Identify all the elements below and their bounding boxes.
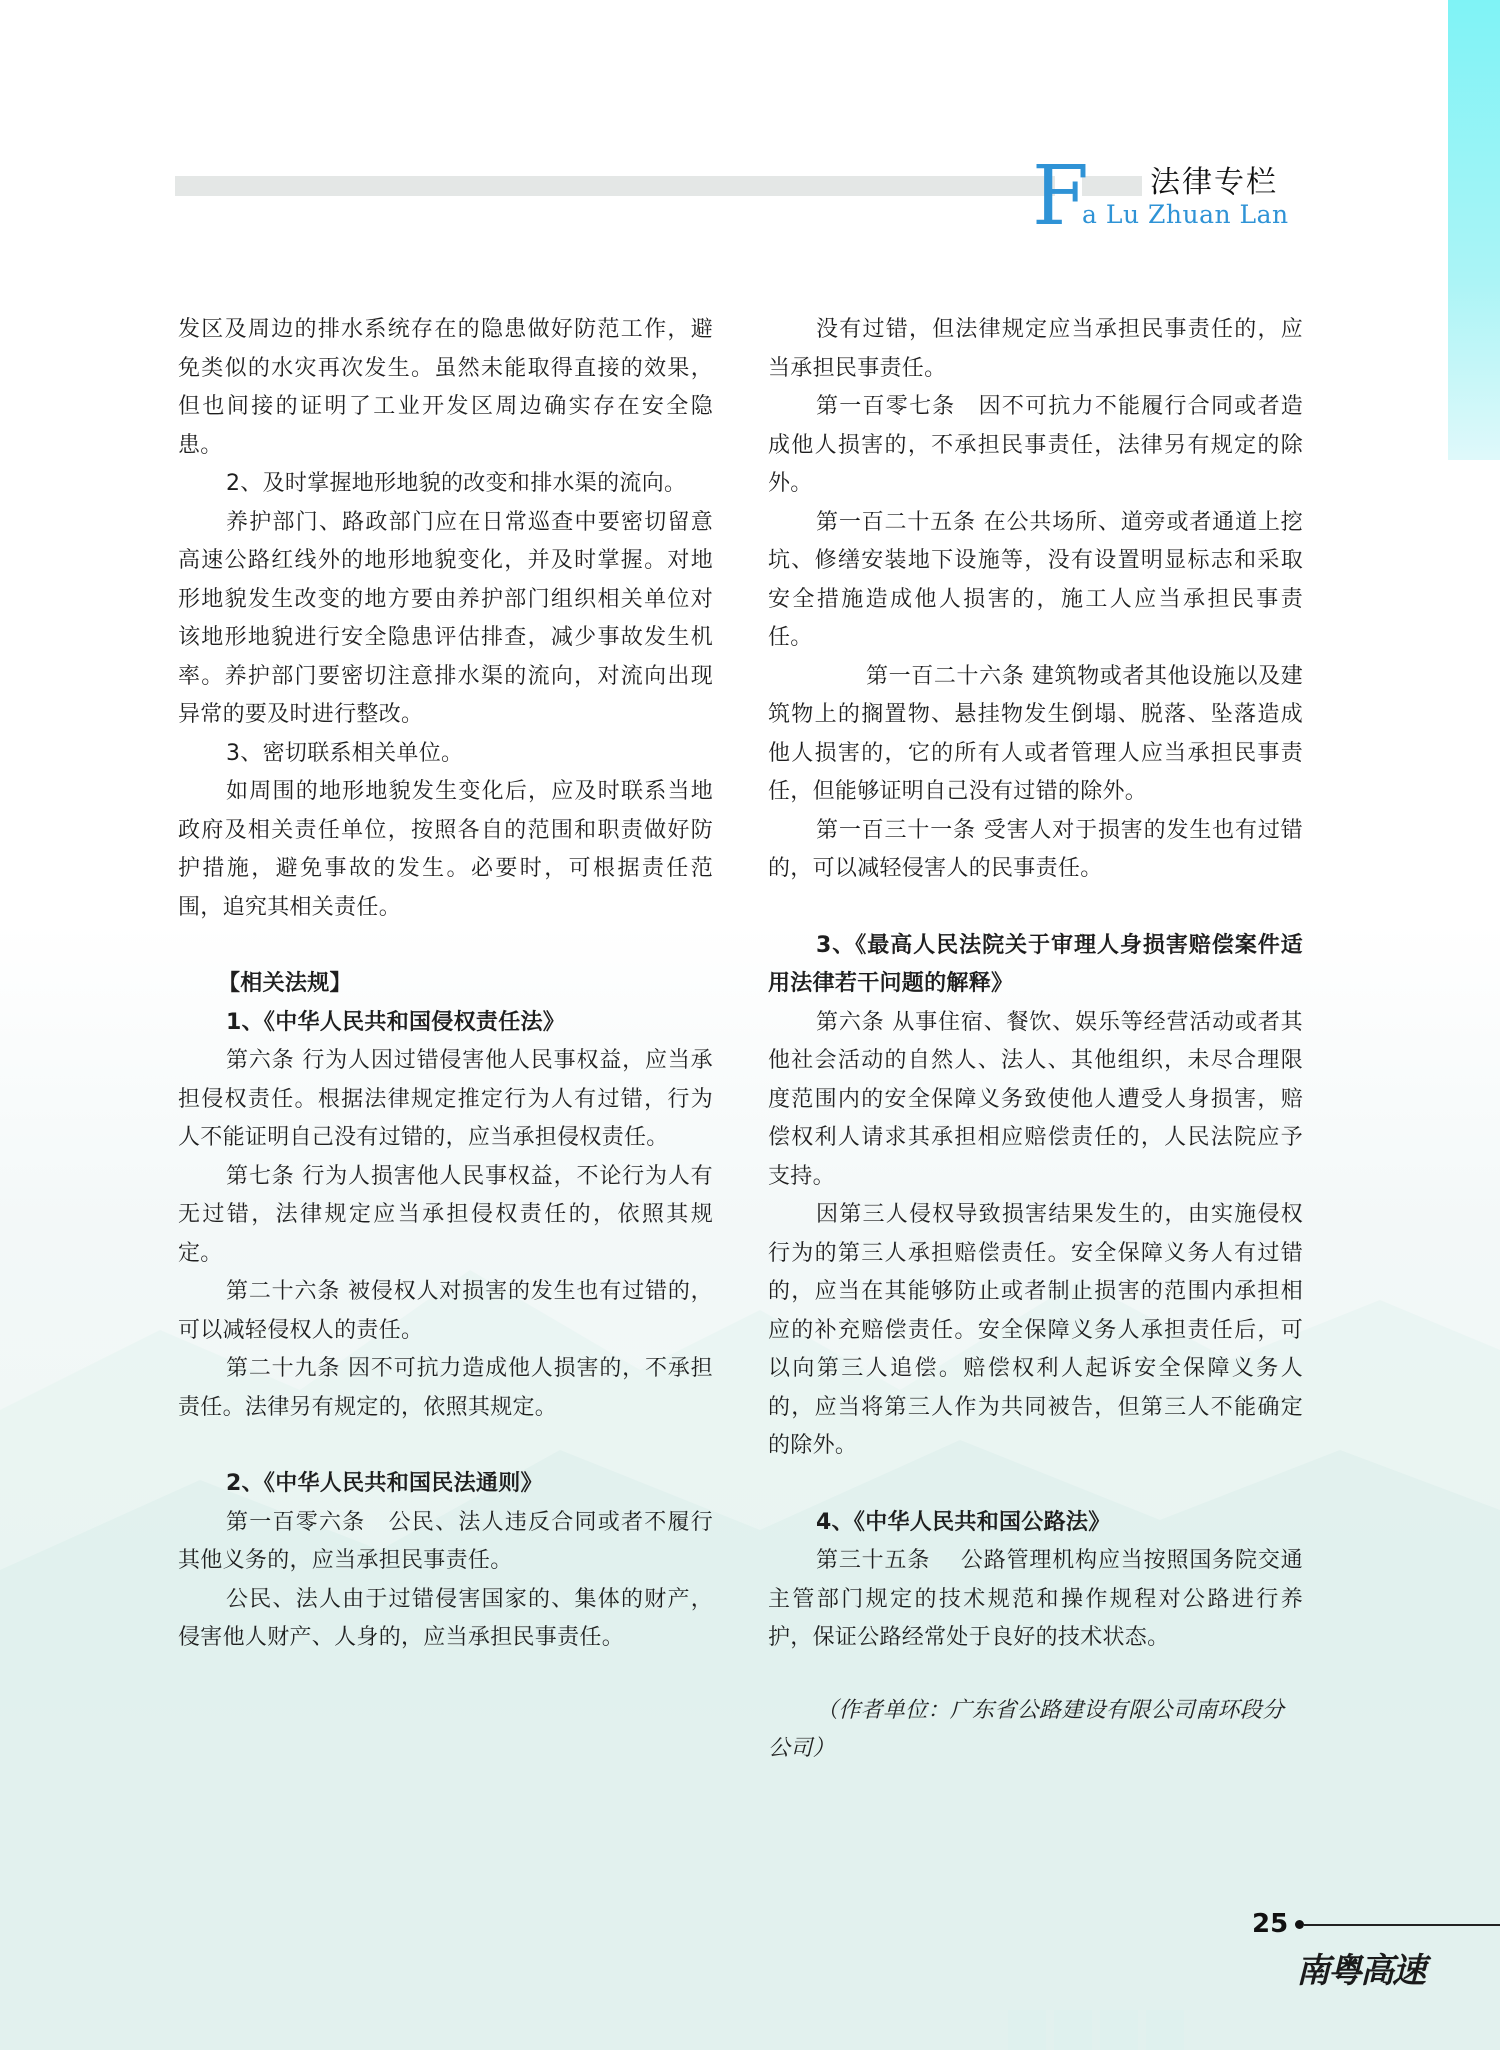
law-article: 第一百二十五条 在公共场所、道旁或者通道上挖坑、修缮安装地下设施等，没有设置明显标志和采取安全措施造成他人损害的，施工人应当承担民事责任。: [768, 509, 1303, 650]
spacer: [178, 1427, 713, 1465]
subheading: 3、密切联系相关单位。: [226, 740, 464, 766]
author-affiliation: （作者单位：广东省公路建设有限公司南环段分公司）: [768, 1697, 1285, 1761]
header-rule: [175, 176, 1055, 196]
law-title: 4、《中华人民共和国公路法》: [816, 1509, 1111, 1535]
spacer: [178, 927, 713, 965]
law-title: 1、《中华人民共和国侵权责任法》: [226, 1009, 566, 1035]
regulations-heading: 【相关法规】: [218, 971, 352, 996]
law-article: 第一百三十一条 受害人对于损害的发生也有过错的，可以减轻侵害人的民事责任。: [768, 817, 1303, 881]
law-article: 第二十九条 因不可抗力造成他人损害的，不承担责任。法律另有规定的，依照其规定。: [178, 1356, 713, 1420]
magazine-logo: 南粤高速: [1296, 1951, 1424, 1991]
page-dot: [1295, 1920, 1304, 1929]
law-title: 2、《中华人民共和国民法通则》: [226, 1471, 543, 1496]
law-article: 第三十五条 公路管理机构应当按照国务院交通主管部门规定的技术规范和操作规程对公路进行养护，保证公路经常处于良好的技术状态。: [768, 1548, 1303, 1650]
page-number: 25: [1252, 1909, 1289, 1939]
law-article: 第六条 行为人因过错侵害他人民事权益，应当承担侵权责任。根据法律规定推定行为人有过错，行为人不能证明自己没有过错的，应当承担侵权责任。: [178, 1048, 713, 1150]
footer-rule: [1304, 1924, 1500, 1926]
paragraph: 没有过错，但法律规定应当承担民事责任的，应当承担民事责任。: [768, 317, 1303, 381]
paragraph: 如周围的地形地貌发生变化后，应及时联系当地政府及相关责任单位，按照各自的范围和职责做好防护措施，避免事故的发生。必要时，可根据责任范围，追究其相关责任。: [178, 779, 713, 920]
paragraph: 养护部门、路政部门应在日常巡查中要密切留意高速公路红线外的地形地貌变化，并及时掌握。对地形地貌发生改变的地方要由养护部门组织相关单位对该地形地貌进行安全隐患评估排查，减少事故发生机率。养护部门要密切注意排水渠的流向，对流向出现异常的要及时进行整改。: [178, 509, 713, 727]
decor-tile: [1100, 2010, 1138, 2050]
spacer: [768, 1658, 1303, 1692]
law-article: 公民、法人由于过错侵害国家的、集体的财产，侵害他人财产、人身的，应当承担民事责任。: [178, 1586, 713, 1650]
law-title: 3、《最高人民法院关于审理人身损害赔偿案件适用法律若干问题的解释》: [768, 932, 1303, 996]
law-article: 第六条 从事住宿、餐饮、娱乐等经营活动或者其他社会活动的自然人、法人、其他组织，未尽合理限度范围内的安全保障义务致使他人遭受人身损害，赔偿权利人请求其承担相应赔偿责任的，人民法院应予支持。: [768, 1009, 1303, 1189]
column-initial-letter: F: [1032, 149, 1089, 244]
corner-color-strip: [1448, 0, 1500, 460]
header-rule-short: [1082, 176, 1142, 196]
spacer: [768, 889, 1303, 927]
right-column: [768, 311, 1303, 1769]
law-article: 第一百零七条 因不可抗力不能履行合同或者造成他人损害的，不承担民事责任，法律另有规定的除外。: [768, 394, 1303, 496]
law-article: 第一百二十六条 建筑物或者其他设施以及建筑物上的搁置物、悬挂物发生倒塌、脱落、坠落造成他人损害的，它的所有人或者管理人应当承担民事责任，但能够证明自己没有过错的除外。: [768, 663, 1303, 804]
law-article: 因第三人侵权导致损害结果发生的，由实施侵权行为的第三人承担赔偿责任。安全保障义务人有过错的，应当在其能够防止或者制止损害的范围内承担相应的补充赔偿责任。安全保障义务人承担责任后，可以向第三人追偿。赔偿权利人起诉安全保障义务人的，应当将第三人作为共同被告，但第三人不能确定的除外。: [768, 1202, 1303, 1458]
spacer: [768, 1466, 1303, 1504]
law-article: 第二十六条 被侵权人对损害的发生也有过错的，可以减轻侵权人的责任。: [178, 1279, 713, 1343]
decor-tile: [1008, 2010, 1046, 2050]
law-article: 第七条 行为人损害他人民事权益，不论行为人有无过错，法律规定应当承担侵权责任的，依照其规定。: [178, 1163, 713, 1266]
law-article: 第一百零六条 公民、法人违反合同或者不履行其他义务的，应当承担民事责任。: [178, 1509, 713, 1573]
decor-tile: [1146, 2010, 1184, 2050]
column-pinyin: a Lu Zhuan Lan: [1082, 200, 1289, 229]
left-column: [178, 311, 713, 1658]
decor-tile: [1054, 2010, 1092, 2050]
column-title: 法律专栏: [1150, 165, 1278, 200]
paragraph: 发区及周边的排水系统存在的隐患做好防范工作，避免类似的水灾再次发生。虽然未能取得直接的效果，但也间接的证明了工业开发区周边确实存在安全隐患。: [178, 317, 713, 458]
subheading: 2、及时掌握地形地貌的改变和排水渠的流向。: [226, 471, 687, 496]
